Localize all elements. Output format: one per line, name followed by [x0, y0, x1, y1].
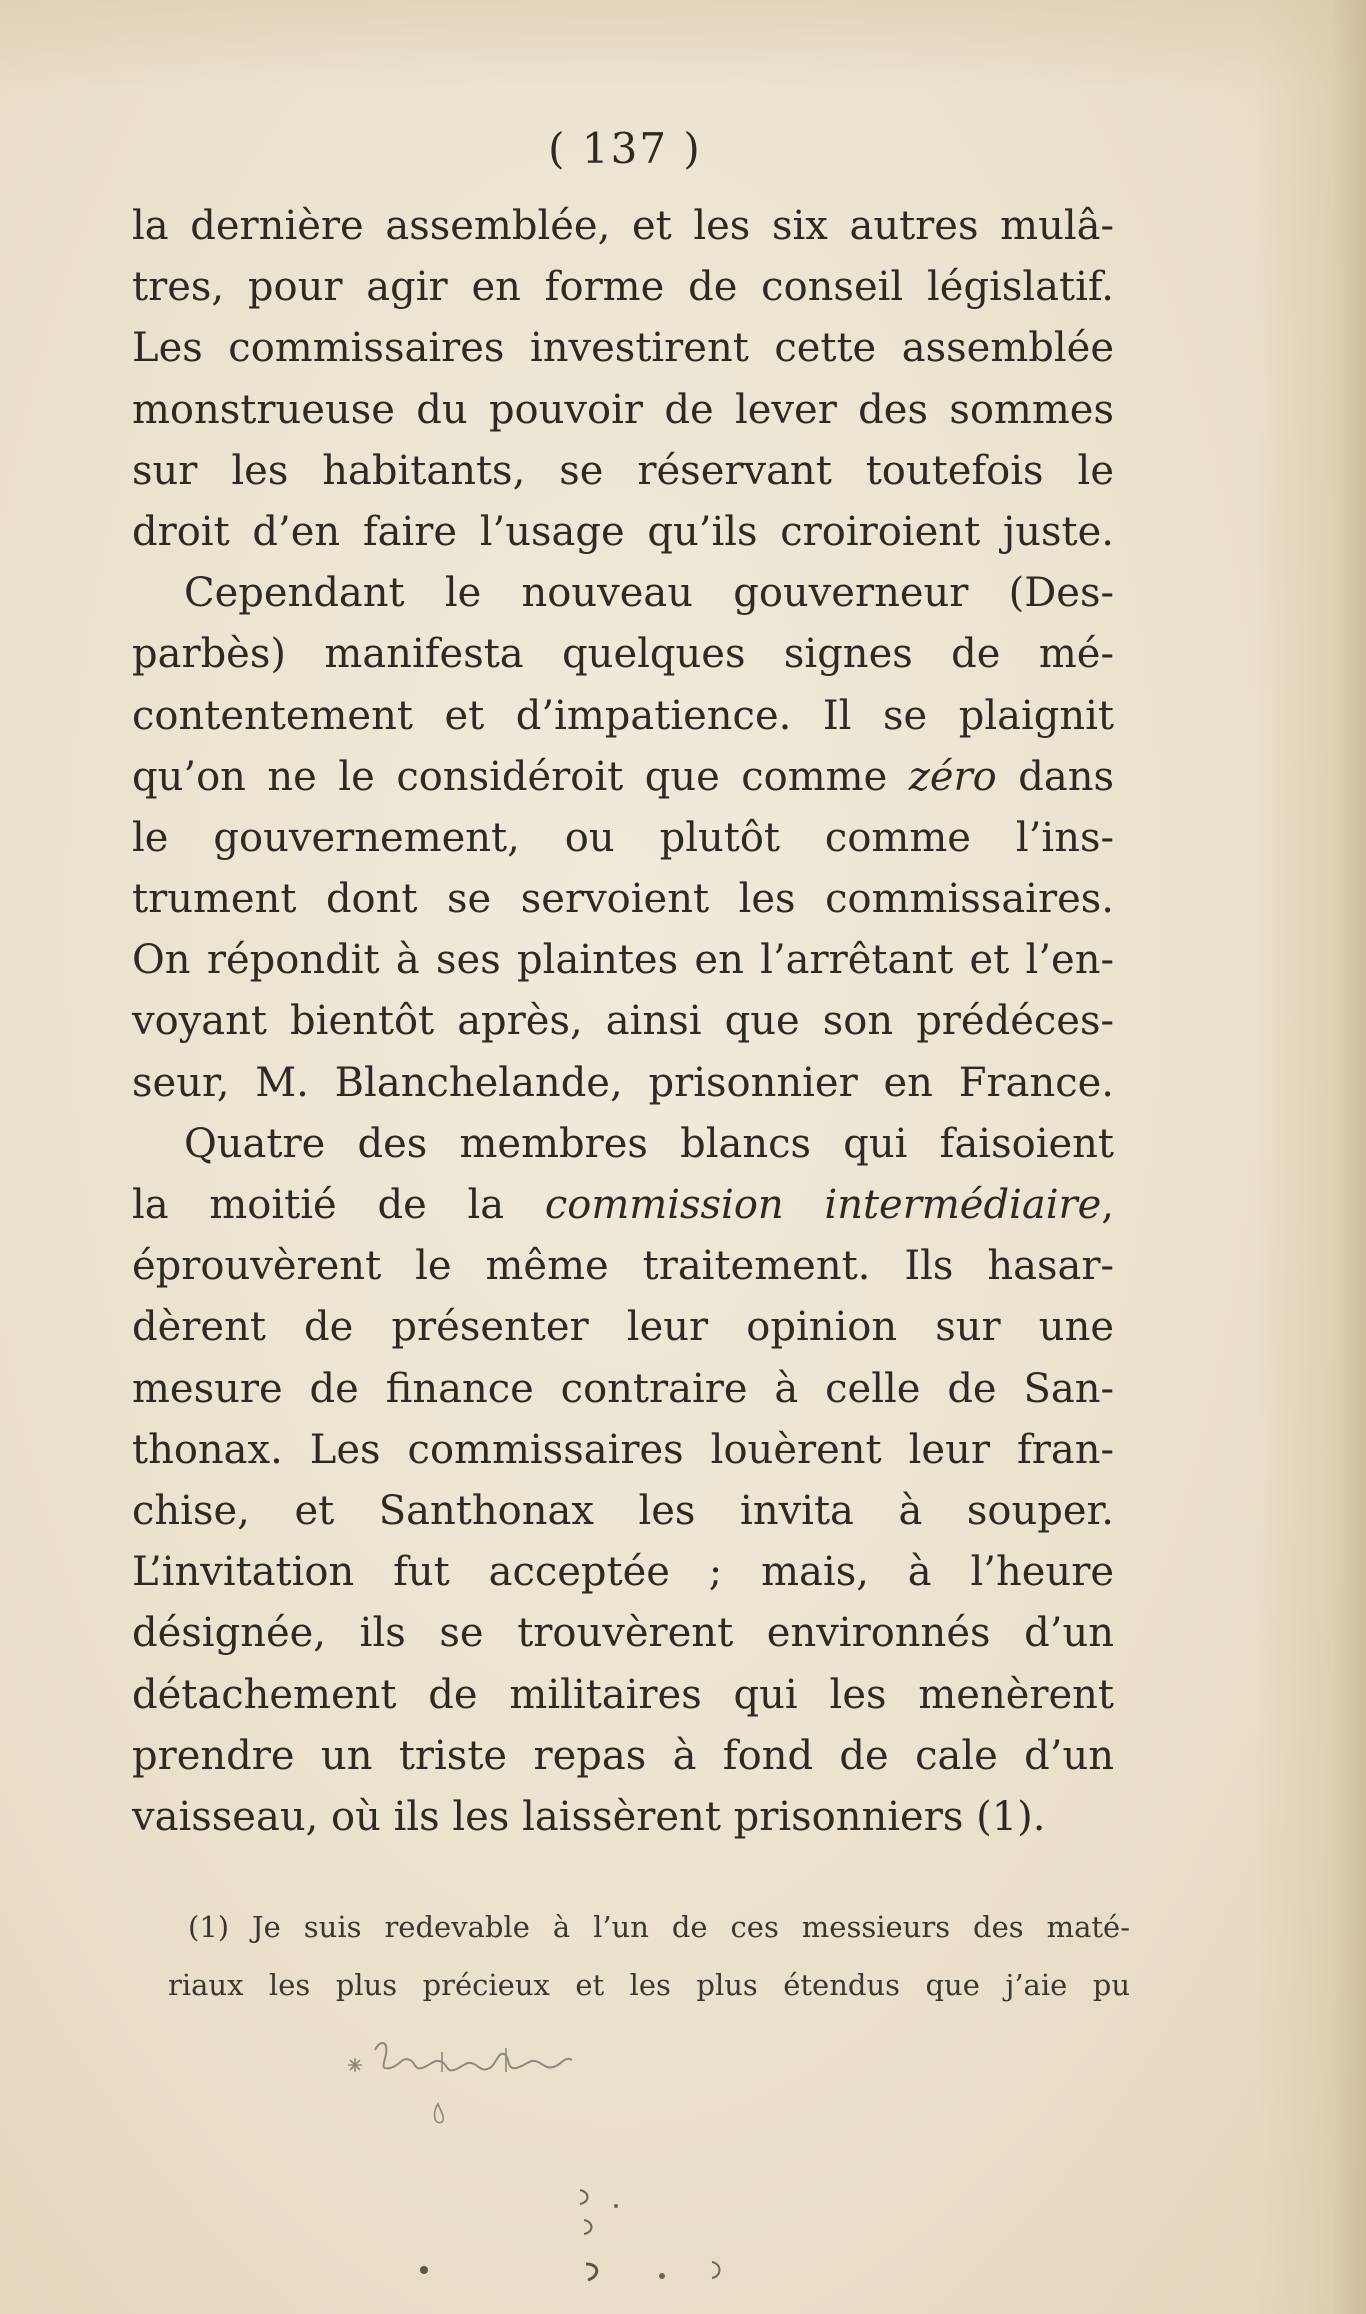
text-segment: contentement et d’impatience. Il se plaignit [132, 692, 1114, 739]
footnote-line: riaux les plus précieux et les plus étendus que j’aie pu [168, 1968, 1130, 2002]
text-line [132, 1175, 1114, 1236]
text-line [132, 1726, 1114, 1787]
text-segment: dans [996, 753, 1114, 800]
text-line [132, 1603, 1114, 1664]
text-line [132, 502, 1114, 563]
page-specks [400, 2180, 820, 2300]
text-segment: vaisseau, où ils les laissèrent prisonniers (1). [132, 1793, 1046, 1840]
text-segment: désignée, ils se trouvèrent environnés d’un [132, 1610, 1114, 1657]
text-segment: sur les habitants, se réservant toutefois le [132, 447, 1114, 494]
text-line [132, 196, 1114, 257]
text-line [132, 869, 1114, 930]
text-segment: tres, pour agir en forme de conseil législatif. [132, 264, 1114, 311]
text-line [132, 318, 1114, 379]
text-segment: parbès) manifesta quelques signes de mé- [132, 631, 1114, 678]
text-segment: , [1101, 1182, 1114, 1228]
text-line [132, 1053, 1114, 1114]
text-segment: trument dont se servoient les commissaires. [132, 876, 1114, 923]
text-line [132, 747, 1114, 808]
text-line [132, 1787, 1114, 1848]
text-line [132, 380, 1114, 441]
text-line [132, 1236, 1114, 1297]
text-segment: seur, M. Blanchelande, prisonnier en France. [132, 1059, 1114, 1106]
page-number: ( 137 ) [548, 124, 702, 173]
text-segment: thonax. Les commissaires louèrent leur fran- [132, 1426, 1114, 1473]
text-segment: la moitié de la [132, 1182, 545, 1228]
text-segment: détachement de militaires qui les menèrent [132, 1671, 1114, 1718]
text-segment: mesure de finance contraire à celle de San- [132, 1365, 1114, 1412]
text-line [132, 1420, 1114, 1481]
text-segment: L’invitation fut acceptée ; mais, à l’heure [132, 1549, 1114, 1596]
text-segment: dèrent de présenter leur opinion sur une [132, 1304, 1114, 1351]
text-line [132, 808, 1114, 869]
page-top-shadow [0, 0, 1366, 90]
text-line [132, 563, 1114, 624]
italic-text: zéro [908, 753, 997, 800]
text-line [132, 624, 1114, 685]
text-line [132, 1297, 1114, 1358]
text-segment: droit d’en faire l’usage qu’ils croiroient juste. [132, 508, 1114, 555]
text-line [132, 1542, 1114, 1603]
text-segment: prendre un triste repas à fond de cale d’un [132, 1732, 1114, 1779]
text-segment: le gouvernement, ou plutôt comme l’ins- [132, 814, 1114, 861]
text-line [132, 686, 1114, 747]
footnote-line: (1) Je suis redevable à l’un de ces messieurs des maté- [188, 1910, 1130, 1944]
page-edge-shadow [1256, 0, 1366, 2314]
footnote [168, 1898, 1130, 2014]
text-segment: voyant bientôt après, ainsi que son prédéces- [132, 998, 1114, 1045]
text-segment: chise, et Santhonax les invita à souper. [132, 1487, 1114, 1534]
text-segment: Quatre des membres blancs qui faisoient [184, 1120, 1114, 1167]
text-line [132, 1114, 1114, 1175]
text-line [132, 441, 1114, 502]
body-text [132, 196, 1114, 1848]
text-line [132, 257, 1114, 318]
text-segment: la dernière assemblée, et les six autres mulâ- [132, 203, 1114, 249]
text-segment: éprouvèrent le même traitement. Ils hasar- [132, 1243, 1114, 1290]
text-segment: qu’on ne le considéroit que comme [132, 753, 909, 800]
text-segment: On répondit à ses plaintes en l’arrêtant et l’en- [132, 937, 1114, 984]
text-line [132, 930, 1114, 991]
text-line [132, 1665, 1114, 1726]
italic-text: commission intermédiaire [544, 1182, 1102, 1228]
text-line [132, 991, 1114, 1052]
text-line [132, 1359, 1114, 1420]
text-segment: Les commissaires investirent cette assemblée [132, 325, 1114, 372]
text-segment: monstrueuse du pouvoir de lever des sommes [132, 386, 1114, 433]
text-line [132, 1481, 1114, 1542]
text-segment: Cependant le nouveau gouverneur (Des- [184, 570, 1114, 617]
handwritten-annotation [330, 2030, 630, 2170]
